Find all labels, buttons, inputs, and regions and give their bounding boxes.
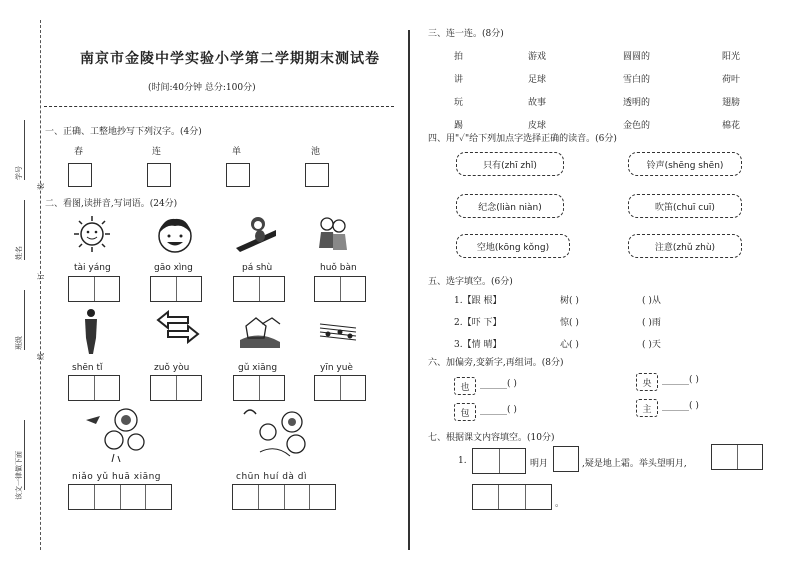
monkey-climbing-icon bbox=[234, 214, 278, 252]
reading-choice[interactable]: 空地(kōng kǒng) bbox=[456, 234, 570, 258]
radical-char-box: 主 bbox=[636, 399, 658, 417]
side-label-xian: 线 bbox=[37, 353, 45, 360]
choose-blank[interactable]: 心( ) bbox=[560, 340, 579, 350]
match-item[interactable]: 玩 bbox=[454, 98, 464, 108]
match-item[interactable]: 金色的 bbox=[623, 121, 651, 131]
side-label-banji: 班级 bbox=[15, 336, 23, 350]
side-label-zhuang: 装 bbox=[37, 183, 45, 190]
pinyin-huoban: huǒ bàn bbox=[320, 263, 357, 273]
match-item[interactable]: 足球 bbox=[528, 75, 547, 85]
match-col3 bbox=[623, 46, 650, 138]
match-col1 bbox=[454, 46, 463, 138]
choose-blank[interactable]: ( )雨 bbox=[642, 318, 661, 328]
choose-blank[interactable]: 惊( ) bbox=[560, 318, 579, 328]
music-notes-icon bbox=[318, 318, 358, 346]
section7-heading: 七、根据课文内容填空。(10分) bbox=[428, 433, 555, 443]
person-body-icon bbox=[82, 308, 100, 356]
blank-line bbox=[24, 420, 25, 490]
char-4: 池 bbox=[311, 147, 321, 157]
answer-grid[interactable] bbox=[314, 276, 366, 302]
match-item[interactable]: 透明的 bbox=[623, 98, 651, 108]
answer-grid[interactable] bbox=[68, 276, 120, 302]
radical-blank[interactable]: ______( ) bbox=[662, 401, 699, 411]
choose-label: 3.【情 晴】 bbox=[454, 340, 502, 350]
choose-blank[interactable]: ( )天 bbox=[642, 340, 661, 350]
section4-heading: 四、用"✓"给下列加点字选择正确的读音。(6分) bbox=[428, 134, 617, 144]
reading-choice[interactable]: 纪念(liàn niàn) bbox=[456, 194, 564, 218]
birds-flowers-icon bbox=[84, 404, 154, 462]
match-col2 bbox=[528, 46, 546, 138]
pinyin-gaoxing: gāo xìng bbox=[154, 263, 193, 273]
radical-char-box: 也 bbox=[454, 377, 476, 395]
answer-grid[interactable] bbox=[472, 484, 552, 510]
answer-box[interactable] bbox=[147, 163, 171, 187]
match-col4 bbox=[722, 46, 740, 138]
blank-line bbox=[24, 290, 25, 350]
hometown-village-icon bbox=[238, 310, 282, 350]
match-item[interactable]: 皮球 bbox=[528, 121, 547, 131]
match-item[interactable]: 讲 bbox=[454, 75, 464, 85]
section1-heading: 一、正确、工整地抄写下列汉字。(4分) bbox=[45, 127, 202, 137]
reading-choice[interactable]: 吹笛(chuī cuī) bbox=[628, 194, 742, 218]
pinyin-taiyang: tài yáng bbox=[74, 263, 111, 273]
answer-box[interactable] bbox=[553, 446, 579, 472]
side-label-xingming: 姓名 bbox=[15, 246, 23, 260]
section6-heading: 六、加偏旁,变新字,再组词。(8分) bbox=[428, 358, 564, 368]
radical-char-box: 央 bbox=[636, 373, 658, 391]
pinyin-guxiang: gǔ xiāng bbox=[238, 363, 278, 373]
reading-choice[interactable]: 注意(zhǔ zhù) bbox=[628, 234, 742, 258]
match-item[interactable]: 雪白的 bbox=[623, 75, 651, 85]
answer-grid[interactable] bbox=[233, 276, 285, 302]
match-item[interactable]: 踢 bbox=[454, 121, 464, 131]
happy-boy-icon bbox=[155, 214, 195, 256]
choose-blank[interactable]: 树( ) bbox=[560, 296, 579, 306]
children-friends-icon bbox=[315, 214, 351, 254]
section3-heading: 三、连一连。(8分) bbox=[428, 29, 504, 39]
page-divider bbox=[408, 30, 410, 550]
choose-label: 2.【吓 下】 bbox=[454, 318, 502, 328]
poem-end: 。 bbox=[555, 499, 565, 509]
match-item[interactable]: 翅膀 bbox=[722, 98, 741, 108]
answer-box[interactable] bbox=[68, 163, 92, 187]
poem-text: 明月 bbox=[530, 459, 549, 469]
answer-grid[interactable] bbox=[711, 444, 763, 470]
section5-heading: 五、选字填空。(6分) bbox=[428, 277, 513, 287]
match-item[interactable]: 阳光 bbox=[722, 52, 741, 62]
match-item[interactable]: 圆圆的 bbox=[623, 52, 651, 62]
radical-blank[interactable]: ______( ) bbox=[480, 405, 517, 415]
match-item[interactable]: 荷叶 bbox=[722, 75, 741, 85]
exam-subtitle: (时间:40分钟 总分:100分) bbox=[148, 83, 256, 93]
reading-choice[interactable]: 只有(zhī zhǐ) bbox=[456, 152, 564, 176]
pinyin-zuoyou: zuǒ yòu bbox=[154, 363, 190, 373]
side-label-note: 该文一律做下面 bbox=[15, 451, 23, 500]
answer-grid[interactable] bbox=[150, 375, 202, 401]
char-1: 春 bbox=[74, 147, 84, 157]
answer-box[interactable] bbox=[305, 163, 329, 187]
answer-grid[interactable] bbox=[314, 375, 366, 401]
reading-choice[interactable]: 铃声(shēng shēn) bbox=[628, 152, 742, 176]
radical-blank[interactable]: ______( ) bbox=[480, 379, 517, 389]
answer-grid[interactable] bbox=[68, 375, 120, 401]
blank-line bbox=[24, 120, 25, 180]
char-2: 连 bbox=[152, 147, 162, 157]
exam-title: 南京市金陵中学实验小学第二学期期末测试卷 bbox=[80, 51, 380, 67]
radical-char-box: 包 bbox=[454, 403, 476, 421]
sun-icon bbox=[72, 214, 112, 254]
item-number: 1. bbox=[458, 456, 467, 466]
match-item[interactable]: 游戏 bbox=[528, 52, 547, 62]
section2-heading: 二、看图,读拼音,写词语。(24分) bbox=[45, 199, 178, 209]
cut-line bbox=[40, 20, 41, 550]
answer-box[interactable] bbox=[226, 163, 250, 187]
header-divider bbox=[44, 106, 394, 107]
match-item[interactable]: 故事 bbox=[528, 98, 547, 108]
pinyin-shenti: shēn tǐ bbox=[72, 363, 103, 373]
choose-blank[interactable]: ( )从 bbox=[642, 296, 661, 306]
choose-label: 1.【跟 根】 bbox=[454, 296, 502, 306]
pinyin-yinyue: yīn yuè bbox=[320, 363, 353, 373]
side-label-ding: 订 bbox=[37, 273, 45, 280]
pinyin-chunhuidadi: chūn huí dà dì bbox=[236, 472, 307, 482]
pinyin-niaoyuhuaxiang: niǎo yǔ huā xiāng bbox=[72, 472, 162, 482]
answer-grid[interactable] bbox=[472, 448, 526, 474]
answer-grid[interactable] bbox=[68, 484, 172, 510]
answer-grid[interactable] bbox=[233, 375, 285, 401]
match-item[interactable]: 棉花 bbox=[722, 121, 741, 131]
side-label-xuehao: 学号 bbox=[15, 166, 23, 180]
spring-flowers-icon bbox=[240, 404, 314, 462]
char-3: 单 bbox=[232, 147, 242, 157]
answer-grid[interactable] bbox=[232, 484, 336, 510]
poem-text: ,疑是地上霜。举头望明月, bbox=[582, 459, 687, 469]
pinyin-pashu: pá shù bbox=[242, 263, 273, 273]
match-item[interactable]: 拍 bbox=[454, 52, 464, 62]
blank-line bbox=[24, 200, 25, 260]
answer-grid[interactable] bbox=[150, 276, 202, 302]
radical-blank[interactable]: ______( ) bbox=[662, 375, 699, 385]
left-right-arrows-icon bbox=[156, 310, 200, 344]
